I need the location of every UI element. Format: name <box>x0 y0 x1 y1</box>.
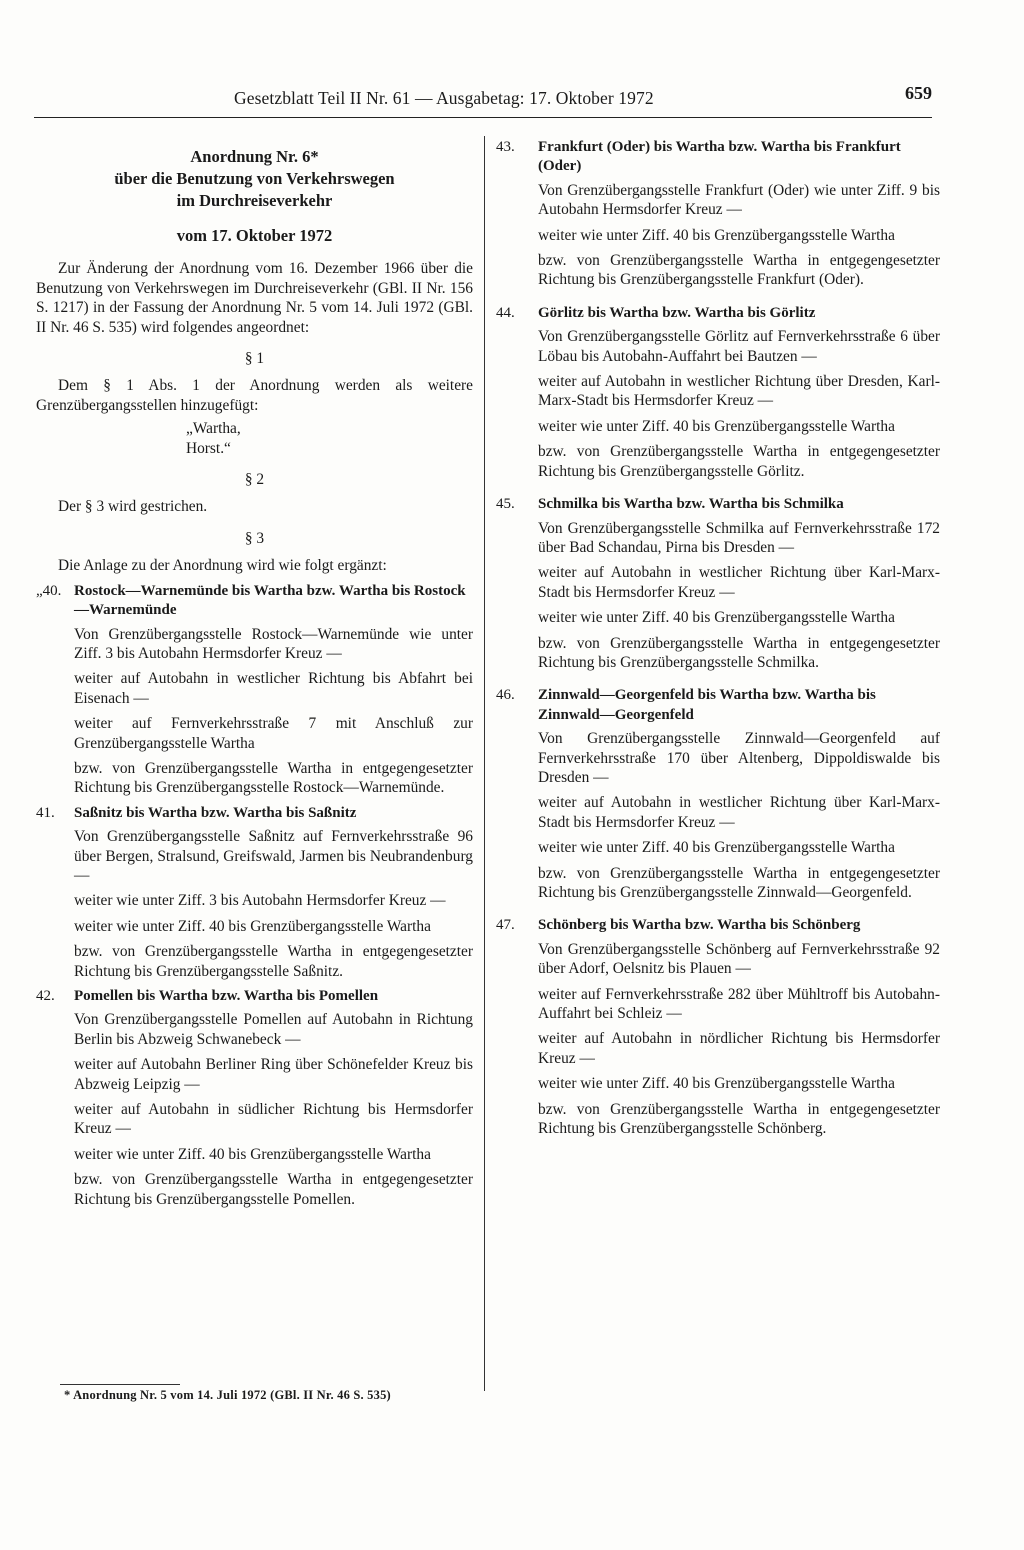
route-line: Von Grenzübergangsstelle Zinnwald—Georgenfeld auf Fernverkehrsstraße 170 über Altenberg, Dippoldiswalde bis Dresden — <box>538 730 940 786</box>
section-1-heading: § 1 <box>244 350 265 368</box>
entry-body <box>36 1010 473 1209</box>
page-number: 659 <box>905 83 932 103</box>
route-line: weiter wie unter Ziff. 40 bis Grenzübergangsstelle Wartha <box>74 917 431 935</box>
entry-body <box>36 625 473 798</box>
entry-body <box>496 729 940 902</box>
route-line: Von Grenzübergangsstelle Pomellen auf Autobahn in Richtung Berlin bis Abzweig Schwanebeck — <box>74 1011 473 1048</box>
entry-45 <box>496 495 940 672</box>
route-line: bzw. von Grenzübergangsstelle Wartha in entgegengesetzter Richtung bis Grenzübergangsstelle Görlitz. <box>538 443 940 480</box>
route-line: Von Grenzübergangsstelle Görlitz auf Fernverkehrsstraße 6 über Löbau bis Autobahn-Auffahrt bei Bautzen — <box>538 328 940 365</box>
entry-number: 42. <box>36 988 55 1004</box>
left-column <box>36 138 473 1215</box>
title-line-3: im Durchreiseverkehr <box>176 191 333 210</box>
route-line: weiter wie unter Ziff. 3 bis Autobahn Hermsdorfer Kreuz — <box>74 892 446 910</box>
entry-heading <box>496 304 940 323</box>
entry-body <box>496 519 940 673</box>
route-line: bzw. von Grenzübergangsstelle Wartha in entgegengesetzter Richtung bis Grenzübergangsstelle Pomellen. <box>74 1171 473 1208</box>
entry-heading <box>496 686 940 725</box>
header-rule <box>34 117 932 118</box>
entry-body <box>496 181 940 290</box>
entry-heading <box>36 582 473 621</box>
route-line: bzw. von Grenzübergangsstelle Wartha in entgegengesetzter Richtung bis Grenzübergangsstelle Schönberg. <box>538 1100 940 1138</box>
entry-47 <box>496 916 940 1138</box>
intro-paragraph: Zur Änderung der Anordnung vom 16. Dezember 1966 über die Benutzung von Verkehrswegen im Durchreiseverkehr (GBl. II Nr. 156 S. 1217) in der Fassung der Anordnung Nr. 5 vom 14. Juli 1972 (GBl. II Nr. 46 S. 535) wird folgendes angeordnet: <box>36 260 473 336</box>
entry-46 <box>496 686 940 902</box>
route-line: bzw. von Grenzübergangsstelle Wartha in entgegengesetzter Richtung bis Grenzübergangsstelle Zinnwald—Georgenfeld. <box>538 864 940 901</box>
entry-title: Schönberg bis Wartha bzw. Wartha bis Schönberg <box>538 917 861 934</box>
section-3-text: Die Anlage zu der Anordnung wird wie folgt ergänzt: <box>58 557 387 575</box>
entry-number: 46. <box>496 687 515 704</box>
route-line: weiter wie unter Ziff. 40 bis Grenzübergangsstelle Wartha <box>538 609 895 627</box>
entry-number: 44. <box>496 304 515 321</box>
route-line: bzw. von Grenzübergangsstelle Wartha in entgegengesetzter Richtung bis Grenzübergangsstelle Rostock—Warnemünde. <box>74 759 473 797</box>
entry-heading <box>36 987 473 1006</box>
route-line: bzw. von Grenzübergangsstelle Wartha in entgegengesetzter Richtung bis Grenzübergangsstelle Frankfurt (Oder). <box>538 252 940 289</box>
section-3-heading: § 3 <box>244 529 265 547</box>
route-line: weiter auf Autobahn in nördlicher Richtung bis Hermsdorfer Kreuz — <box>538 1030 940 1067</box>
entry-body <box>36 827 473 981</box>
entry-title: Frankfurt (Oder) bis Wartha bzw. Wartha bis Frankfurt (Oder) <box>538 139 901 175</box>
decree-date: vom 17. Oktober 1972 <box>176 226 333 245</box>
column-divider <box>484 136 485 1391</box>
section-2-text: Der § 3 wird gestrichen. <box>58 498 208 516</box>
entry-number: „40. <box>36 582 62 599</box>
entry-40 <box>36 582 473 798</box>
route-line: weiter wie unter Ziff. 40 bis Grenzübergangsstelle Wartha <box>74 1145 431 1163</box>
entry-title: Saßnitz bis Wartha bzw. Wartha bis Saßnitz <box>74 804 357 821</box>
entry-heading <box>496 916 940 935</box>
title-line-2: über die Benutzung von Verkehrswegen <box>114 169 395 188</box>
route-line: weiter auf Autobahn Berliner Ring über Schönefelder Kreuz bis Abzweig Leipzig — <box>74 1056 473 1093</box>
entry-title: Pomellen bis Wartha bzw. Wartha bis Pomellen <box>74 988 379 1004</box>
right-column <box>496 138 940 1152</box>
route-line: bzw. von Grenzübergangsstelle Wartha in entgegengesetzter Richtung bis Grenzübergangsstelle Saßnitz. <box>74 943 473 980</box>
route-line: weiter auf Autobahn in westlicher Richtung über Dresden, Karl-Marx-Stadt bis Hermsdorfer Kreuz — <box>538 373 940 410</box>
entry-44 <box>496 304 940 481</box>
footnote-rule <box>60 1384 180 1385</box>
route-line: Von Grenzübergangsstelle Schönberg auf Fernverkehrsstraße 92 über Adorf, Oelsnitz bis Plauen — <box>538 940 940 978</box>
route-line: weiter auf Autobahn in westlicher Richtung bis Abfahrt bei Eisenach — <box>74 670 473 707</box>
entry-body <box>496 940 940 1139</box>
route-line: weiter wie unter Ziff. 40 bis Grenzübergangsstelle Wartha <box>538 1075 895 1093</box>
route-line: Von Grenzübergangsstelle Schmilka auf Fernverkehrsstraße 172 über Bad Schandau, Pirna bis Dresden — <box>538 519 940 556</box>
section-1-text: Dem § 1 Abs. 1 der Anordnung werden als weitere Grenzübergangsstellen hinzugefügt: <box>36 377 473 414</box>
section-1-quote-line-1: „Wartha, <box>186 420 241 438</box>
route-line: weiter auf Fernverkehrsstraße 7 mit Anschluß zur Grenzübergangsstelle Wartha <box>74 715 473 752</box>
entry-43 <box>496 138 940 290</box>
route-line: weiter auf Autobahn in westlicher Richtung über Karl-Marx-Stadt bis Hermsdorfer Kreuz — <box>538 564 940 601</box>
route-line: weiter wie unter Ziff. 40 bis Grenzübergangsstelle Wartha <box>538 417 895 435</box>
route-line: weiter wie unter Ziff. 40 bis Grenzübergangsstelle Wartha <box>538 226 895 244</box>
entry-heading <box>496 138 940 177</box>
entry-title: Zinnwald—Georgenfeld bis Wartha bzw. Wartha bis Zinnwald—Georgenfeld <box>538 687 876 723</box>
title-line-1: Anordnung Nr. 6* <box>190 147 319 166</box>
entry-number: 47. <box>496 917 515 934</box>
running-head: Gesetzblatt Teil II Nr. 61 — Ausgabetag: 17. Oktober 1972 <box>234 88 654 108</box>
entry-42 <box>36 987 473 1209</box>
route-line: Von Grenzübergangsstelle Rostock—Warnemünde wie unter Ziff. 3 bis Autobahn Hermsdorfer Kreuz — <box>74 625 473 662</box>
route-line: Von Grenzübergangsstelle Saßnitz auf Fernverkehrsstraße 96 über Bergen, Stralsund, Greifswald, Jarmen bis Neubrandenburg — <box>74 828 473 884</box>
entry-heading <box>496 495 940 514</box>
entry-number: 41. <box>36 804 55 821</box>
entry-title: Rostock—Warnemünde bis Wartha bzw. Wartha bis Rostock—Warnemünde <box>74 582 466 619</box>
entry-number: 43. <box>496 139 515 155</box>
section-1-quote-line-2: Horst.“ <box>186 439 231 457</box>
entry-body <box>496 327 940 481</box>
route-line: Von Grenzübergangsstelle Frankfurt (Oder) wie unter Ziff. 9 bis Autobahn Hermsdorfer Kreuz — <box>538 181 940 219</box>
section-2-heading: § 2 <box>244 471 265 489</box>
route-line: weiter auf Autobahn in südlicher Richtung bis Hermsdorfer Kreuz — <box>74 1101 473 1138</box>
route-line: bzw. von Grenzübergangsstelle Wartha in entgegengesetzter Richtung bis Grenzübergangsstelle Schmilka. <box>538 634 940 671</box>
route-line: weiter auf Autobahn in westlicher Richtung über Karl-Marx-Stadt bis Hermsdorfer Kreuz — <box>538 794 940 831</box>
footnote: * Anordnung Nr. 5 vom 14. Juli 1972 (GBl. II Nr. 46 S. 535) <box>64 1388 391 1402</box>
entry-title: Görlitz bis Wartha bzw. Wartha bis Görlitz <box>538 304 816 321</box>
entry-title: Schmilka bis Wartha bzw. Wartha bis Schmilka <box>538 496 844 513</box>
page-header <box>34 80 932 120</box>
route-line: weiter auf Fernverkehrsstraße 282 über Mühltroff bis Autobahn-Auffahrt bei Schleiz — <box>538 985 940 1023</box>
entry-number: 45. <box>496 496 515 513</box>
entry-41 <box>36 804 473 981</box>
entry-heading <box>36 804 473 823</box>
route-line: weiter wie unter Ziff. 40 bis Grenzübergangsstelle Wartha <box>538 839 895 857</box>
